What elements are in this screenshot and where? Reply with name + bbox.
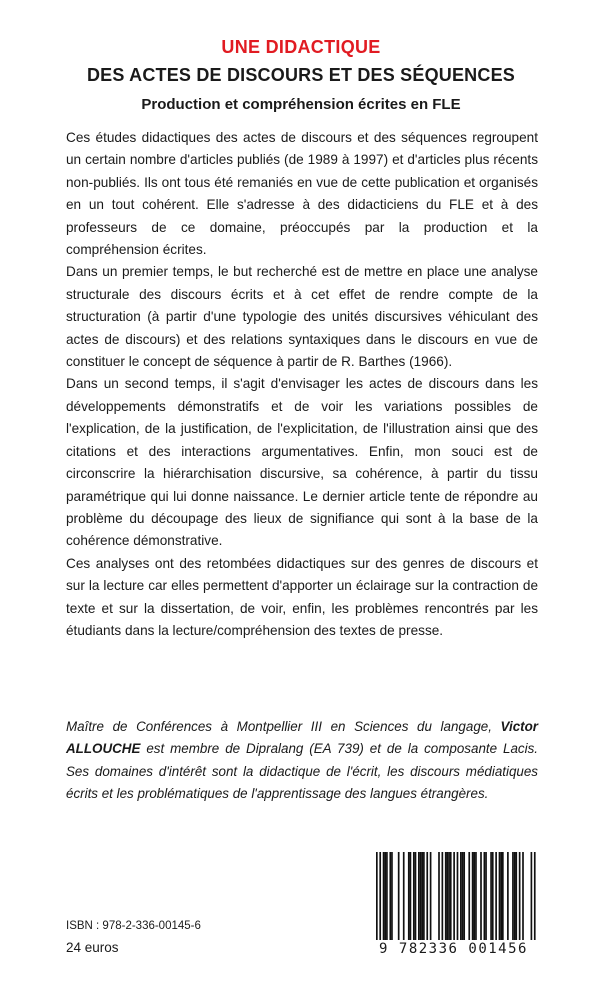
barcode-bar <box>423 852 425 940</box>
isbn: ISBN : 978-2-336-00145-6 <box>66 920 201 932</box>
summary-text <box>66 127 538 642</box>
barcode-bar <box>389 852 391 940</box>
barcode-bar <box>492 852 494 940</box>
barcode-bar <box>495 852 497 940</box>
barcode-bar <box>386 852 388 940</box>
price: 24 euros <box>66 940 119 955</box>
barcode-bar <box>426 852 428 940</box>
barcode-bar <box>403 852 405 940</box>
barcode-digits: 9 782336 001456 <box>371 940 536 958</box>
barcode-bar <box>515 852 517 940</box>
barcode-bar <box>500 852 502 940</box>
barcode-bar <box>473 852 475 940</box>
paragraph-4: Ces analyses ont des retombées didactiques sur des genres de discours et sur la lecture car elles permettent d'apporter un éclairage sur la contraction de texte et sur la dissertation, de voir, enfin, les problèmes rencontrés par les étudiants dans la lecture/compréhension des textes de presse. <box>66 555 538 638</box>
barcode-bar <box>430 852 432 940</box>
barcode-bar <box>460 852 462 940</box>
barcode-bar <box>391 852 393 940</box>
barcode-bar <box>448 852 450 940</box>
barcode-bar <box>445 852 447 940</box>
barcode-bar <box>421 852 423 940</box>
barcode-bar <box>462 852 464 940</box>
barcode-bar <box>447 852 449 940</box>
author-bio-after: est membre de Dipralang (EA 739) et de la composante Lacis. Ses domaines d'intérêt sont la didactique de l'écrit, les discours médiatiques écrits et les problématiques de l'apprentissage des langues étrangères. <box>66 741 538 802</box>
barcode-bar <box>408 852 410 940</box>
barcode-bar <box>485 852 487 940</box>
barcode-bar <box>475 852 477 940</box>
barcode-bar <box>472 852 474 940</box>
barcode-bar <box>468 852 470 940</box>
author-name: Victor ALLOUCHE <box>66 719 538 757</box>
barcode-bar <box>384 852 386 940</box>
author-bio-before: Maître de Conférences à Montpellier III en Sciences du langage, <box>66 719 501 734</box>
barcode-bar <box>490 852 492 940</box>
barcode-bar <box>512 852 514 940</box>
barcode-bar <box>413 852 415 940</box>
barcode-bar <box>480 852 482 940</box>
barcode-bar <box>507 852 509 940</box>
barcode-bar <box>450 852 452 940</box>
barcode-bar <box>420 852 422 940</box>
barcode-bar <box>463 852 465 940</box>
paragraph-1: Ces études didactiques des actes de discours et des séquences regroupent un certain nombre d'articles publiés (de 1989 à 1997) et d'articles plus récents non-publiés. Ils ont tous été remaniés en vue de cette publication et organisés en un tout cohérent. Elle s'adresse à des didacticiens du FLE et à des professeurs de ce domaine, préoccupés par la production et la compréhension écrites. <box>66 130 538 258</box>
barcode-bar <box>514 852 516 940</box>
barcode-bar <box>502 852 504 940</box>
barcode-bar <box>415 852 417 940</box>
barcode-bar <box>410 852 412 940</box>
author-bio <box>66 716 538 806</box>
barcode-bar <box>418 852 420 940</box>
title-main: DES ACTES DE DISCOURS ET DES SÉQUENCES <box>86 65 515 85</box>
barcode-bar <box>499 852 501 940</box>
barcode-bar <box>522 852 524 940</box>
barcode-bar <box>442 852 444 940</box>
paragraph-2: Dans un premier temps, le but recherché est de mettre en place une analyse structurale des discours écrits et à cet effet de rendre compte de la structuration (à partir d'une typologie des unités discursives véhiculant des actes de discours) et des relations syntaxiques dans le discours en vue de constituer le concept de séquence à partir de R. Barthes (1966). <box>66 264 538 370</box>
barcode-bar <box>484 852 486 940</box>
title-red: UNE DIDACTIQUE <box>221 37 381 57</box>
barcode-bar <box>398 852 400 940</box>
barcode-bar <box>438 852 440 940</box>
subtitle: Production et compréhension écrites en FLE <box>141 96 461 113</box>
barcode-bar <box>383 852 385 940</box>
barcode-bar <box>519 852 521 940</box>
paragraph-3: Dans un second temps, il s'agit d'envisager les actes de discours dans les développements démonstratifs et de voir les variations possibles de l'explication, de la justification, de l'explicitation, de l'illustration ainsi que des citations et des interactions argumentatives. Enfin, mon souci est de circonscrire la hiérarchisation discursive, sa cohérence, à partir du tissu paramétrique qui lui donne naissance. Le dernier article tente de répondre au problème du découpage des lieux de signifiance qui sont à la base de la cohérence démonstrative. <box>66 376 538 549</box>
